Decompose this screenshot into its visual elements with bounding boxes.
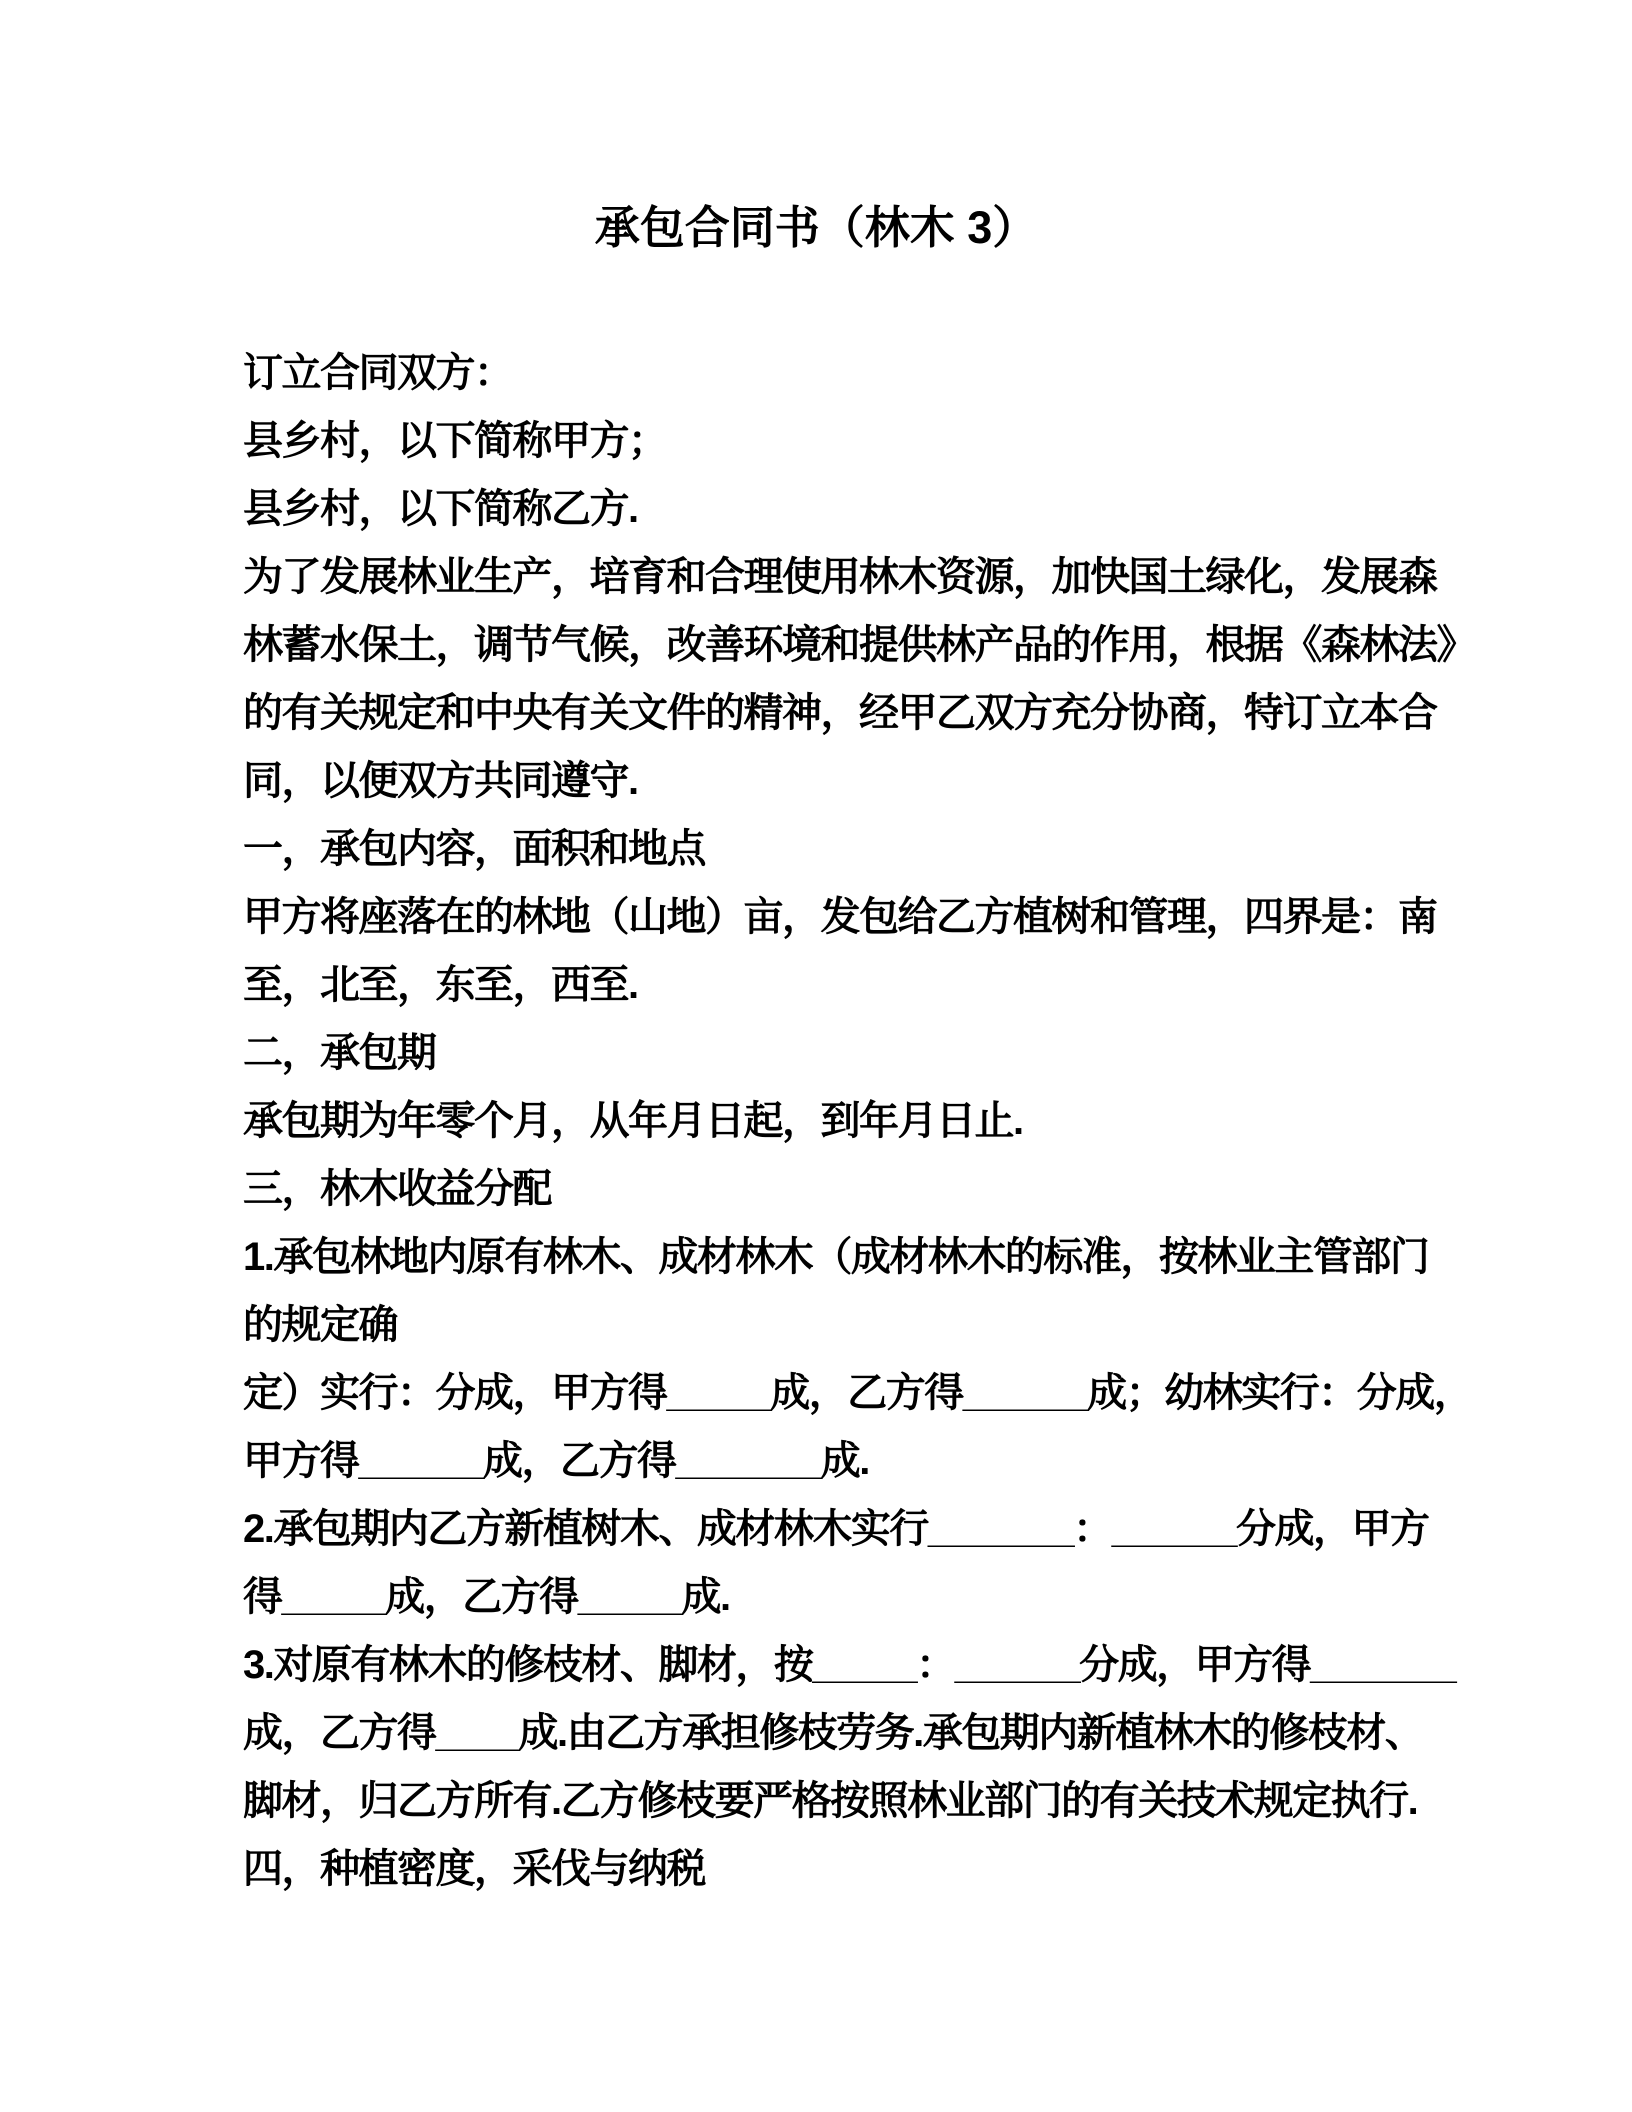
text-line: 甲方将座落在的林地（山地）亩，发包给乙方植树和管理，四界是：南 [243, 895, 1437, 939]
text-line: 定）实行：分成，甲方得_____成，乙方得______成；幼林实行：分成， [243, 1371, 1473, 1415]
text-line: 同，以便双方共同遵守. [243, 759, 638, 803]
text-line: 为了发展林业生产，培育和合理使用林木资源，加快国土绿化，发展森 [243, 555, 1437, 599]
text-line: 二，承包期 [243, 1031, 436, 1075]
text-line: 一，承包内容，面积和地点 [243, 827, 705, 871]
text-line: 的规定确 [243, 1303, 397, 1347]
text-line: 的有关规定和中央有关文件的精神，经甲乙双方充分协商，特订立本合 [243, 691, 1437, 735]
text-line: 县乡村，以下简称甲方； [243, 419, 667, 463]
text-line: 成，乙方得____成.由乙方承担修枝劳务.承包期内新植林木的修枝材、 [243, 1711, 1424, 1755]
text-line: 订立合同双方： [243, 351, 513, 395]
text-line: 至，北至，东至，西至. [243, 963, 638, 1007]
text-line: 2.承包期内乙方新植树木、成材林木实行_______：______分成，甲方 [243, 1507, 1429, 1551]
text-line: 林蓄水保土，调节气候，改善环境和提供林产品的作用，根据《森林法》 [243, 623, 1475, 667]
text-line: 承包期为年零个月，从年月日起，到年月日止. [243, 1099, 1023, 1143]
text-line: 三，林木收益分配 [243, 1167, 551, 1211]
document-body [243, 339, 1475, 1903]
text-line: 县乡村，以下简称乙方. [243, 487, 638, 531]
text-line: 1.承包林地内原有林木、成材林木（成材林木的标准，按林业主管部门 [243, 1235, 1429, 1279]
text-line: 脚材，归乙方所有.乙方修枝要严格按照林业部门的有关技术规定执行. [243, 1779, 1418, 1823]
text-line: 四，种植密度，采伐与纳税 [243, 1847, 705, 1891]
text-line: 3.对原有林木的修枝材、脚材，按_____：______分成，甲方得_______ [243, 1643, 1456, 1687]
text-line: 得_____成，乙方得_____成. [243, 1575, 730, 1619]
document-title: 承包合同书（林木 3） [594, 202, 1038, 253]
text-line: 甲方得______成，乙方得_______成. [243, 1439, 869, 1483]
